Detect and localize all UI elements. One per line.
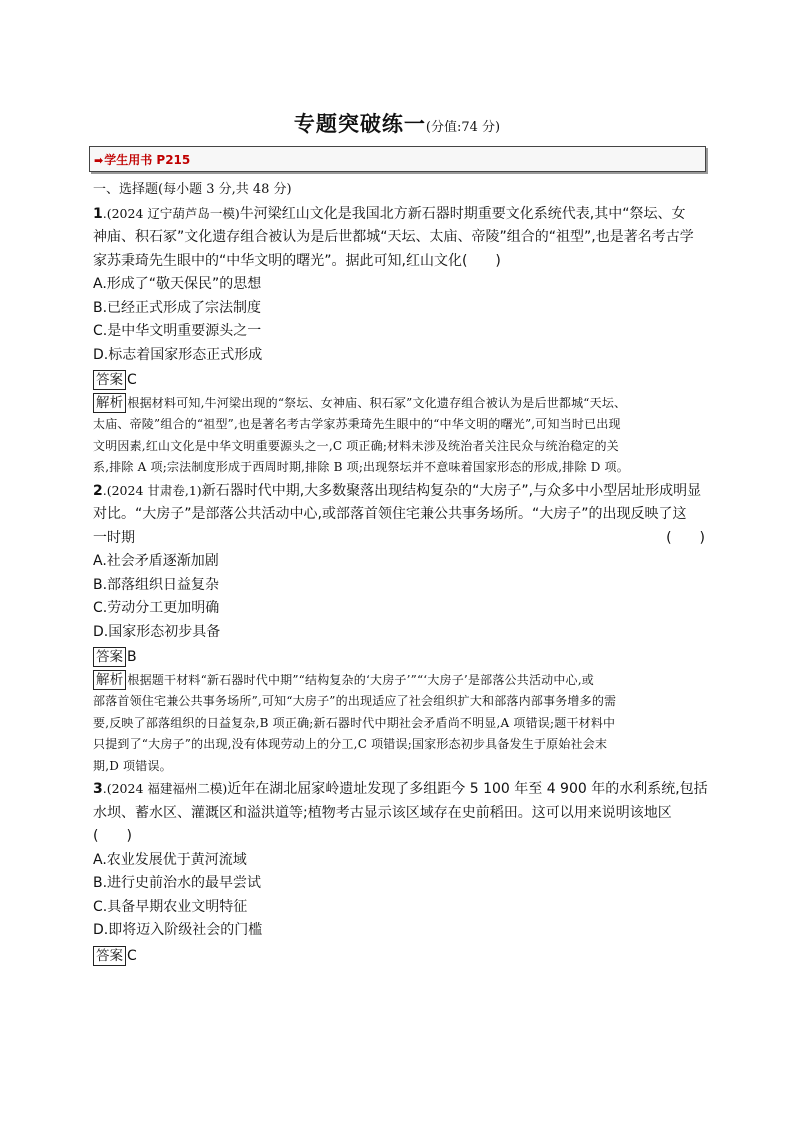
question-number: 1 bbox=[93, 205, 103, 222]
answer-label: 答案 bbox=[93, 647, 126, 667]
option-d: D.国家形态初步具备 bbox=[93, 623, 221, 640]
question-1 bbox=[93, 202, 705, 479]
question-stem-line: 家苏秉琦先生眼中的“中华文明的曙光”。据此可知,红山文化( ) bbox=[93, 252, 501, 269]
option-a: A.农业发展优于黄河流域 bbox=[93, 851, 247, 868]
title-row bbox=[0, 108, 794, 138]
explanation-label: 解析 bbox=[93, 393, 126, 413]
explanation-line: 只提到了“大房子”的出现,没有体现劳动上的分工,C 项错误;国家形态初步具备发生于原始社会末 bbox=[93, 737, 608, 751]
explanation-label: 解析 bbox=[93, 670, 126, 690]
explanation-line: 系,排除 A 项;宗法制度形成于西周时期,排除 B 项;出现祭坛并不意味着国家形态的形成,排除 D 项。 bbox=[93, 460, 629, 474]
option-d: D.即将迈入阶级社会的门槛 bbox=[93, 922, 263, 938]
option-d: D.标志着国家形态正式形成 bbox=[93, 346, 263, 363]
question-stem-line: 水坝、蓄水区、灌溉区和溢洪道等;植物考古显示该区域存在史前稻田。这可以用来说明该地区 bbox=[93, 804, 672, 821]
answer-label: 答案 bbox=[93, 370, 126, 390]
question-stem-text: 近年在湖北屈家岭遗址发现了多组距今 5 100 年至 4 900 年的水利系统,包括 bbox=[227, 781, 708, 797]
answer-row bbox=[93, 646, 705, 670]
explanation-line: 解析 根据材料可知,牛河梁出现的“祭坛、女神庙、积石冢”文化遗存组合被认为是后世都城“天坛、 bbox=[93, 393, 705, 415]
answer-row bbox=[93, 369, 705, 393]
option-c: C.是中华文明重要源头之一 bbox=[93, 323, 262, 339]
question-stem-line bbox=[93, 202, 705, 227]
explanation-line: 解析 根据题干材料“新石器时代中期”“结构复杂的‘大房子’”“‘大房子’是部落公共活动中心,或 bbox=[93, 670, 705, 692]
question-content bbox=[93, 178, 708, 968]
option-b: B.部落组织日益复杂 bbox=[93, 576, 220, 593]
answer-blank: ( ) bbox=[93, 828, 132, 844]
question-number: 2 bbox=[93, 482, 103, 499]
question-stem-line: 一时期 ( ) bbox=[93, 527, 705, 551]
question-stem-line bbox=[93, 777, 708, 802]
question-stem-text: 新石器时代中期,大多数聚落出现结构复杂的“大房子”,与众多中小型居址形成明显 bbox=[201, 482, 702, 499]
answer-row bbox=[93, 945, 705, 969]
explanation-line: 文明因素,红山文化是中华文明重要源头之一,C 项正确;材料未涉及统治者关注民众与统治稳定的关 bbox=[93, 438, 619, 453]
score-note: (分值:74 分) bbox=[425, 120, 501, 135]
section-heading: 一、选择题(每小题 3 分,共 48 分) bbox=[93, 182, 292, 197]
explanation-line: 部落首领住宅兼公共事务场所”,可知“大房子”的出现适应了社会组织扩大和部落内部事务增多的需 bbox=[93, 694, 617, 708]
banner-label bbox=[94, 151, 190, 168]
answer-value: C bbox=[127, 372, 137, 388]
question-stem-line: 神庙、积石冢”文化遗存组合被认为是后世都城“天坛、太庙、帝陵”组合的“祖型”,也是著名考古学 bbox=[93, 229, 694, 245]
question-source: .(2024 辽宁葫芦岛一模) bbox=[102, 205, 240, 221]
student-book-banner bbox=[89, 146, 706, 172]
answer-value: B bbox=[127, 649, 137, 665]
question-stem-line bbox=[93, 479, 705, 504]
question-source: .(2024 福建福州二模) bbox=[102, 781, 228, 796]
question-2 bbox=[93, 479, 705, 778]
question-number: 3 bbox=[93, 781, 103, 797]
answer-blank: ( ) bbox=[666, 529, 705, 546]
question-source: .(2024 甘肃卷,1) bbox=[102, 482, 202, 498]
option-b: B.进行史前治水的最早尝试 bbox=[93, 875, 262, 891]
page-title: 专题突破练一 bbox=[293, 112, 426, 136]
option-b: B.已经正式形成了宗法制度 bbox=[93, 299, 262, 316]
explanation-line: 期,D 项错误。 bbox=[93, 758, 172, 773]
explanation-line: 要,反映了部落组织的日益复杂,B 项正确;新石器时代中期社会矛盾尚不明显,A 项错误;题干材料中 bbox=[93, 715, 616, 730]
option-c: C.劳动分工更加明确 bbox=[93, 600, 220, 616]
option-a: A.社会矛盾逐渐加剧 bbox=[93, 553, 219, 569]
answer-label: 答案 bbox=[93, 946, 126, 966]
question-3 bbox=[93, 777, 708, 968]
option-c: C.具备早期农业文明特征 bbox=[93, 898, 248, 915]
arrow-right-icon: ➡ bbox=[94, 154, 104, 167]
question-stem-line: 对比。“大房子”是部落公共活动中心,或部落首领住宅兼公共事务场所。“大房子”的出现反映了这 bbox=[93, 506, 687, 522]
answer-value: C bbox=[127, 947, 137, 964]
explanation-line: 太庙、帝陵”组合的“祖型”,也是著名考古学家苏秉琦先生眼中的“中华文明的曙光”,可知当时已出现 bbox=[93, 417, 621, 431]
banner-page-ref: 学生用书 P215 bbox=[104, 153, 191, 167]
question-stem-text: 牛河梁红山文化是我国北方新石器时期重要文化系统代表,其中“祭坛、女 bbox=[239, 205, 686, 222]
option-a: A.形成了“敬天保民”的思想 bbox=[93, 276, 262, 292]
